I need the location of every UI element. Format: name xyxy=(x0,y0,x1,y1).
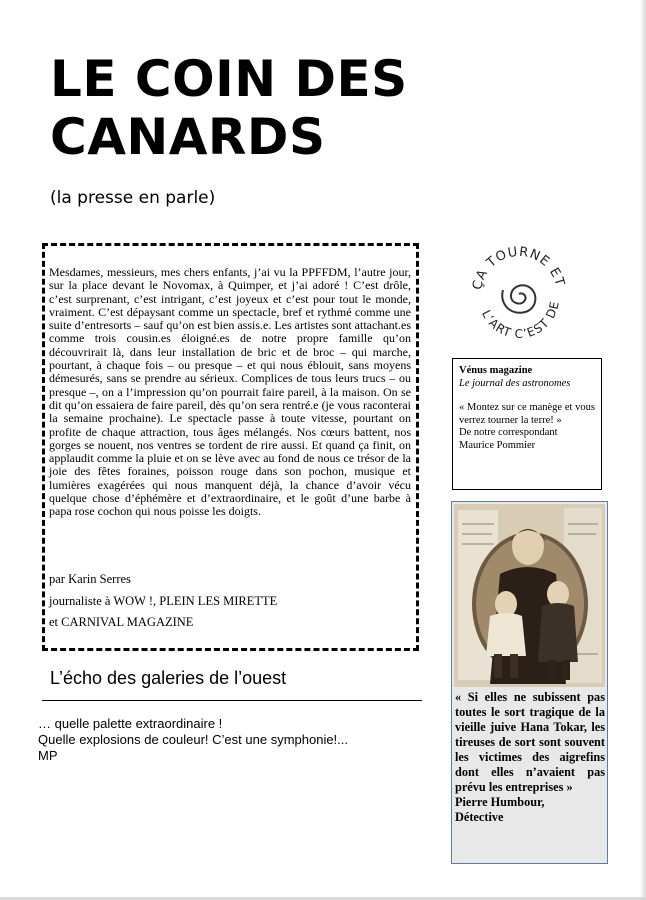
vintage-photo xyxy=(454,504,605,687)
echo-section-title: L’écho des galeries de l’ouest xyxy=(50,668,287,688)
venus-tagline: Le journal des astronomes xyxy=(459,377,571,389)
venus-publication: Vénus magazine xyxy=(459,365,533,376)
svg-text:ÇA TOURNE ET: ÇA TOURNE ET xyxy=(470,244,568,292)
venus-magazine-box xyxy=(452,358,602,490)
svg-text:L’ART C’EST DE: L’ART C’EST DE xyxy=(478,299,563,342)
spiral-logo-icon xyxy=(459,232,579,350)
article-author-outlet: journaliste à WOW !, PLEIN LES MIRETTE xyxy=(49,594,278,608)
page-edge xyxy=(640,0,646,900)
photo-quote-role: Détective xyxy=(455,810,504,824)
echo-section-body xyxy=(38,716,348,764)
photo-quote-author: Pierre Humbour, xyxy=(455,795,545,809)
echo-line: Quelle explosions de couleur! C’est une symphonie!... xyxy=(38,732,349,747)
page-subtitle: (la presse en parle) xyxy=(50,188,216,208)
venus-credit: De notre correspondant xyxy=(459,427,558,439)
echo-line: … quelle palette extraordinaire ! xyxy=(38,716,223,731)
photo-caption xyxy=(455,690,605,825)
section-divider xyxy=(42,700,422,701)
article-body: Mesdames, messieurs, mes chers enfants, j’ai vu la PPFFDM, l’autre jour, sur la place devant le Novomax, à Quimper, et j’ai adoré ! C’est drôle, c’est surprenant, c’est intrigant, c’est joyeux et c’est pour tout le monde, vraiment. C’est dépaysant comme un spectacle, bref et rythmé comme une suite d’entresorts – sauf qu’on est bien assis.e. Les artistes sont attachant.es comme trois cousin.es éloigné.es de notre propre famille qu’on découvrirait là, dans leur installation de bric et de broc – qui marche, pourtant, à chaque fois – ou presque – et qui nous éblouit, sans moyens démesurés, sans se prendre au sérieux. Complices de tous leurs trucs – ou presque –, on a l’impression qu’on pourrait faire pareil, à la maison. On se dit qu’on essaiera de faire pareil, dès qu’on sera rentré.e (je vous raconterai la semaine prochaine). Le spectacle passe à toute vitesse, pourtant on profite de chaque attraction, tous âges mélangés. Nos cœurs battent, nos gorges se nouent, nos ventres se tordent de rire aussi. Et quand ça finit, on applaudit comme la pluie et on se lève avec au fond de nous ce trésor de la joie des fêtes foraines, poisson rouge dans son pochon, musique et lumières exagérées qui nous manquent déjà, la chance d’avoir vécu quelque chose d’éphémère et d’extraordinaire, et le goût d’une barbe à papa rose cochon qui nous poisse les doigts. xyxy=(49,265,411,519)
article-author-outlet-2: et CARNIVAL MAGAZINE xyxy=(49,615,194,629)
photo-quote: « Si elles ne subissent pas toutes le sort tragique de la vieille juive Hana Tokar, les tireuses de sort sont souvent les victimes des aigrefins dont elles n’avaient pas prévu les entreprises » xyxy=(455,690,605,794)
venus-correspondent: Maurice Pommier xyxy=(459,439,536,451)
venus-quote: « Montez sur ce manège et vous verrez tourner la terre! » xyxy=(459,402,595,426)
photo-feature-box xyxy=(451,501,608,864)
page-title: LE COIN DES CANARDS xyxy=(50,50,408,166)
echo-signature: MP xyxy=(38,748,58,763)
article-author: par Karin Serres xyxy=(49,572,131,586)
